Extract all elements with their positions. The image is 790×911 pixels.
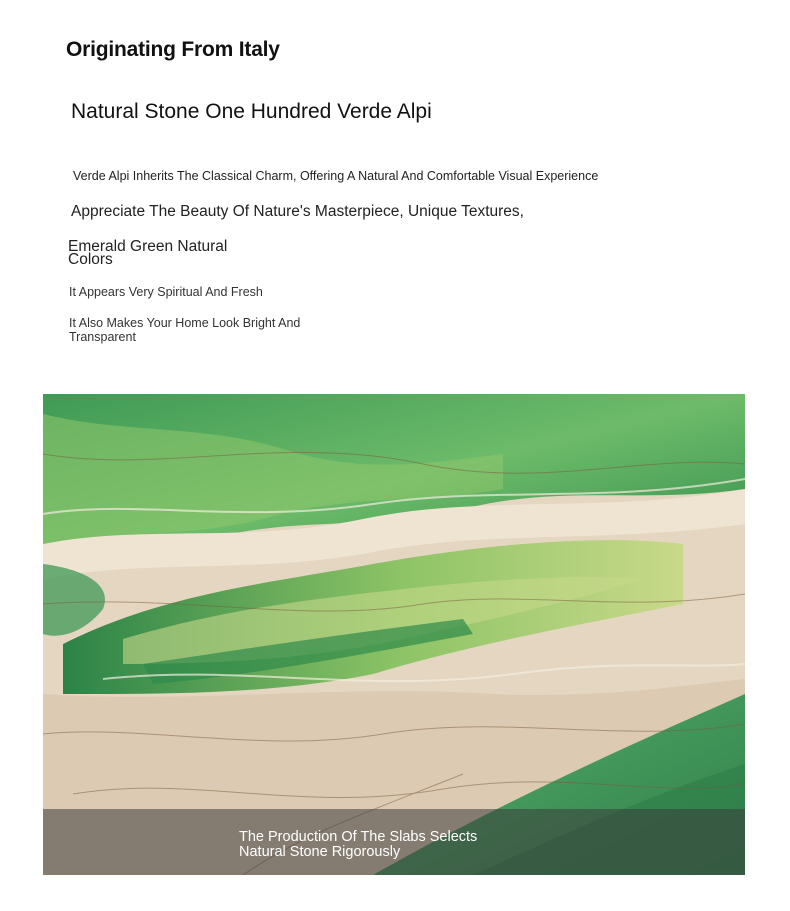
spiritual-text: It Appears Very Spiritual And Fresh [69, 285, 263, 299]
appreciate-text: Appreciate The Beauty Of Nature's Masterpiece, Unique Textures, [71, 203, 524, 220]
image-caption: The Production Of The Slabs Selects Natural Stone Rigorously [239, 829, 478, 860]
page-heading: Originating From Italy [66, 38, 280, 61]
colors-text: Emerald Green Natural Colors [68, 238, 228, 268]
marble-slab-image [43, 394, 745, 875]
product-title: Natural Stone One Hundred Verde Alpi [71, 100, 432, 123]
marble-texture [43, 394, 745, 875]
product-subtitle: Verde Alpi Inherits The Classical Charm, Offering A Natural And Comfortable Visual Experience [73, 169, 599, 183]
bright-text: It Also Makes Your Home Look Bright And Transparent [69, 316, 301, 344]
